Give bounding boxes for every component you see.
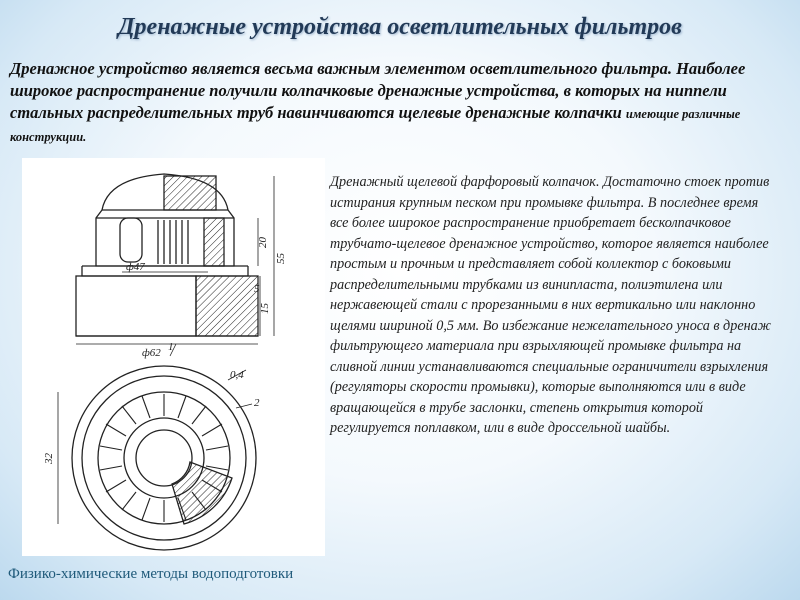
drain-cap-drawing [22, 158, 325, 556]
label-dim-04: 0,4 [230, 369, 244, 381]
dome-hatched-section [164, 176, 216, 210]
description-text: Дренажный щелевой фарфоровый колпачок. Достаточно стоек против истирания крупным песком при промывке фильтра. В последнее время все более широкое распространение приобретает бесколпачковое трубчато-щелевое дренажное устройство, которое является наиболее простым и прочным и представляет собой коллектор с боковыми распределительными трубками из винипласта, полиэтилена или нержавеющей стали с прорезанными в них вертикально или наклонно щелями шириной 0,5 мм. Во избежание нежелательного уноса в дренаж фильтрующего материала при взрыхляющей промывке фильтра на сливной линии устанавливаются специальные ограничители взрыхления (регуляторы скорости промывки), которые выполняются или в виде вращающейся в трубе заслонки, степень открытия которой регулируется поплавком, или в виде дроссельной шайбы. [330, 174, 771, 436]
label-dia-62: ф62 [142, 347, 161, 359]
body-hatched-section [204, 218, 224, 266]
label-callout-2: 2 [254, 397, 260, 409]
intro-text: Дренажное устройство является весьма важным элементом осветлительного фильтра. Наиболее широкое распространение получили колпачковые дренажные устройства, в которых на ниппели стальных распределительных труб навинчиваются щелевые дренажные колпачки [10, 59, 746, 122]
intro-paragraph [10, 58, 790, 148]
flange-top [82, 266, 248, 276]
vertical-slots [158, 220, 188, 264]
label-dim-5: 5 [254, 283, 260, 295]
label-dim-32: 32 [43, 453, 55, 464]
label-dim-15: 15 [259, 303, 271, 314]
label-dim-55: 55 [275, 253, 287, 264]
footer-text: Физико-химические методы водоподготовки [8, 566, 294, 582]
base-left [76, 276, 196, 336]
slot-window-left [120, 218, 142, 262]
intro-text-tail: имеющие различные конструкции. [10, 107, 741, 144]
base-hatched-section [196, 276, 258, 336]
label-dim-20: 20 [257, 237, 269, 248]
label-dia-47: ф47 [126, 261, 145, 273]
slide-title: Дренажные устройства осветлительных фильтров [118, 14, 682, 40]
technical-drawing-svg [22, 158, 325, 556]
label-callout-1: 1 [168, 341, 174, 353]
